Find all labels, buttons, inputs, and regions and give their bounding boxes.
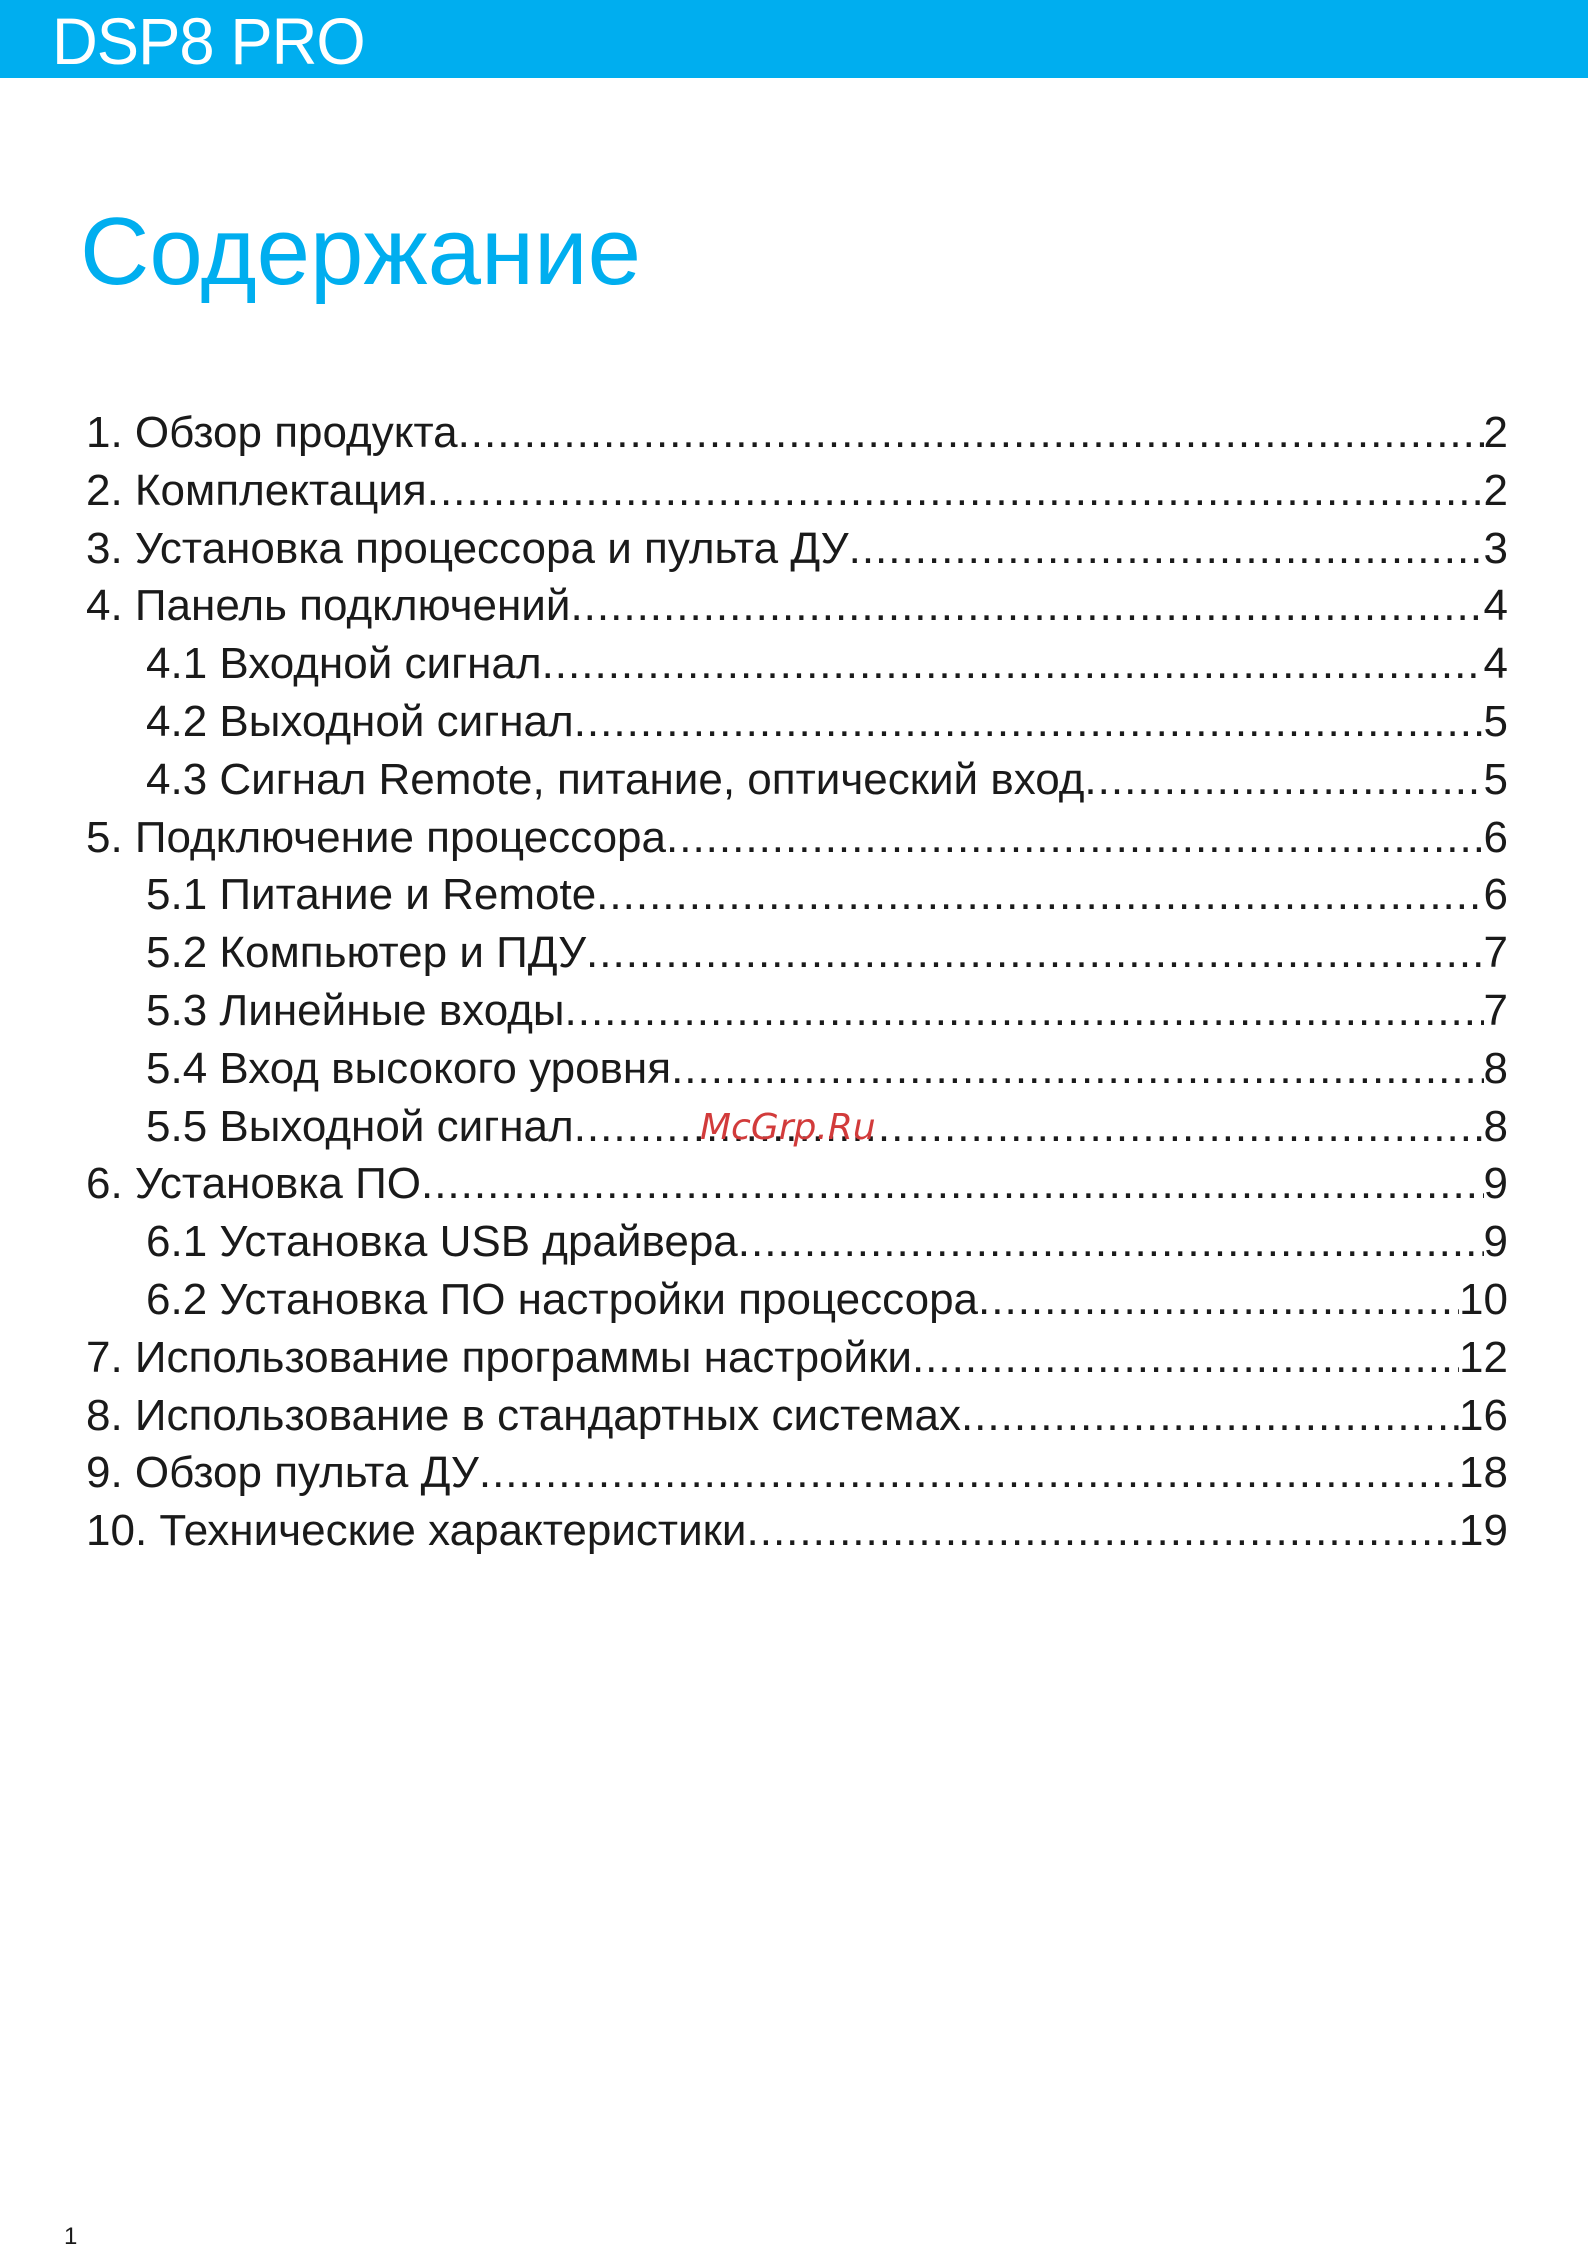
- toc-leader-dots: [586, 924, 1483, 982]
- toc-entry-label: 2. Комплектация: [86, 466, 427, 515]
- toc-entry-page: 16: [1459, 1391, 1508, 1440]
- toc-leader-dots: [565, 982, 1484, 1040]
- toc-leader-dots: [738, 1213, 1484, 1271]
- toc-entry-label: 5. Подключение процессора: [86, 813, 666, 862]
- toc-leader-dots: [574, 693, 1484, 751]
- toc-entry[interactable]: [86, 1329, 1508, 1387]
- toc-leader-dots: [427, 462, 1484, 520]
- toc-leader-dots: [570, 577, 1483, 635]
- toc-entry-page: 2: [1483, 466, 1508, 515]
- toc-entry[interactable]: [86, 1387, 1508, 1445]
- toc-leader-dots: [421, 1155, 1484, 1213]
- toc-entry[interactable]: [86, 1444, 1508, 1502]
- toc-leader-dots: [961, 1387, 1459, 1445]
- toc-entry-page: 10: [1459, 1275, 1508, 1324]
- toc-leader-dots: [666, 809, 1484, 867]
- toc-entry-page: 12: [1459, 1333, 1508, 1382]
- toc-entry[interactable]: [86, 462, 1508, 520]
- toc-entry-label: 1. Обзор продукта: [86, 408, 458, 457]
- toc-leader-dots: [912, 1329, 1459, 1387]
- toc-entry-label: 4. Панель подключений: [86, 581, 571, 630]
- page-title: Содержание: [80, 198, 642, 305]
- toc-entry-page: 7: [1483, 928, 1508, 977]
- toc-entry-label: 5.4 Вход высокого уровня: [146, 1044, 672, 1093]
- toc-entry[interactable]: [86, 1502, 1508, 1560]
- toc-entry-page: 2: [1483, 408, 1508, 457]
- toc-leader-dots: [849, 520, 1484, 578]
- toc-entry-label: 4.1 Входной сигнал: [146, 639, 542, 688]
- toc-entry-label: 6.1 Установка USB драйвера: [146, 1217, 738, 1266]
- toc-entry[interactable]: [146, 751, 1508, 809]
- toc-entry-page: 3: [1483, 524, 1508, 573]
- toc-entry-page: 6: [1483, 870, 1508, 919]
- toc-leader-dots: [1084, 751, 1483, 809]
- header-bar: [0, 0, 1588, 78]
- brand-title: DSP8 PRO: [52, 4, 365, 78]
- toc-entry-label: 8. Использование в стандартных системах: [86, 1391, 961, 1440]
- toc-entry[interactable]: [146, 1040, 1508, 1098]
- toc-entry-label: 6. Установка ПО: [86, 1159, 421, 1208]
- toc-entry-page: 4: [1483, 639, 1508, 688]
- toc-entry-page: 8: [1483, 1044, 1508, 1093]
- toc-entry-page: 9: [1483, 1217, 1508, 1266]
- toc-entry[interactable]: [146, 924, 1508, 982]
- toc-entry-label: 3. Установка процессора и пульта ДУ: [86, 524, 849, 573]
- toc-entry[interactable]: [146, 693, 1508, 751]
- toc-entry[interactable]: [86, 404, 1508, 462]
- toc-leader-dots: [458, 404, 1484, 462]
- toc-entry[interactable]: [146, 866, 1508, 924]
- toc-leader-dots: [671, 1040, 1483, 1098]
- page-number: 1: [64, 2223, 78, 2250]
- toc-entry-label: 5.2 Компьютер и ПДУ: [146, 928, 587, 977]
- toc-leader-dots: [747, 1502, 1460, 1560]
- toc-entry[interactable]: [146, 1271, 1508, 1329]
- toc-entry-page: 19: [1459, 1506, 1508, 1555]
- toc-entry[interactable]: [146, 1213, 1508, 1271]
- toc-entry[interactable]: [86, 577, 1508, 635]
- toc-entry-page: 4: [1483, 581, 1508, 630]
- toc-leader-dots: [978, 1271, 1459, 1329]
- toc-entry[interactable]: [86, 1155, 1508, 1213]
- toc-entry-label: 6.2 Установка ПО настройки процессора: [146, 1275, 979, 1324]
- toc-entry-label: 4.2 Выходной сигнал: [146, 697, 574, 746]
- toc-entry-page: 7: [1483, 986, 1508, 1035]
- toc-entry-label: 5.3 Линейные входы: [146, 986, 565, 1035]
- toc-entry-label: 4.3 Сигнал Remote, питание, оптический вход: [146, 755, 1085, 804]
- toc-entry[interactable]: [86, 520, 1508, 578]
- toc-entry-page: 5: [1483, 755, 1508, 804]
- toc-entry-label: 5.5 Выходной сигнал: [146, 1102, 574, 1151]
- toc-entry-label: 10. Технические характеристики: [86, 1506, 747, 1555]
- watermark: McGrp.Ru: [700, 1107, 876, 1148]
- toc-entry-page: 9: [1483, 1159, 1508, 1208]
- toc-entry-label: 9. Обзор пульта ДУ: [86, 1448, 479, 1497]
- toc-entry-page: 5: [1483, 697, 1508, 746]
- toc-leader-dots: [479, 1444, 1459, 1502]
- toc-entry[interactable]: [86, 809, 1508, 867]
- toc-leader-dots: [596, 866, 1483, 924]
- toc-entry-label: 5.1 Питание и Remote: [146, 870, 597, 919]
- toc-entry-page: 6: [1483, 813, 1508, 862]
- toc-leader-dots: [542, 635, 1484, 693]
- toc-entry-page: 8: [1483, 1102, 1508, 1151]
- toc-entry-page: 18: [1459, 1448, 1508, 1497]
- toc-entry[interactable]: [146, 635, 1508, 693]
- toc-entry-label: 7. Использование программы настройки: [86, 1333, 912, 1382]
- toc-entry[interactable]: [146, 982, 1508, 1040]
